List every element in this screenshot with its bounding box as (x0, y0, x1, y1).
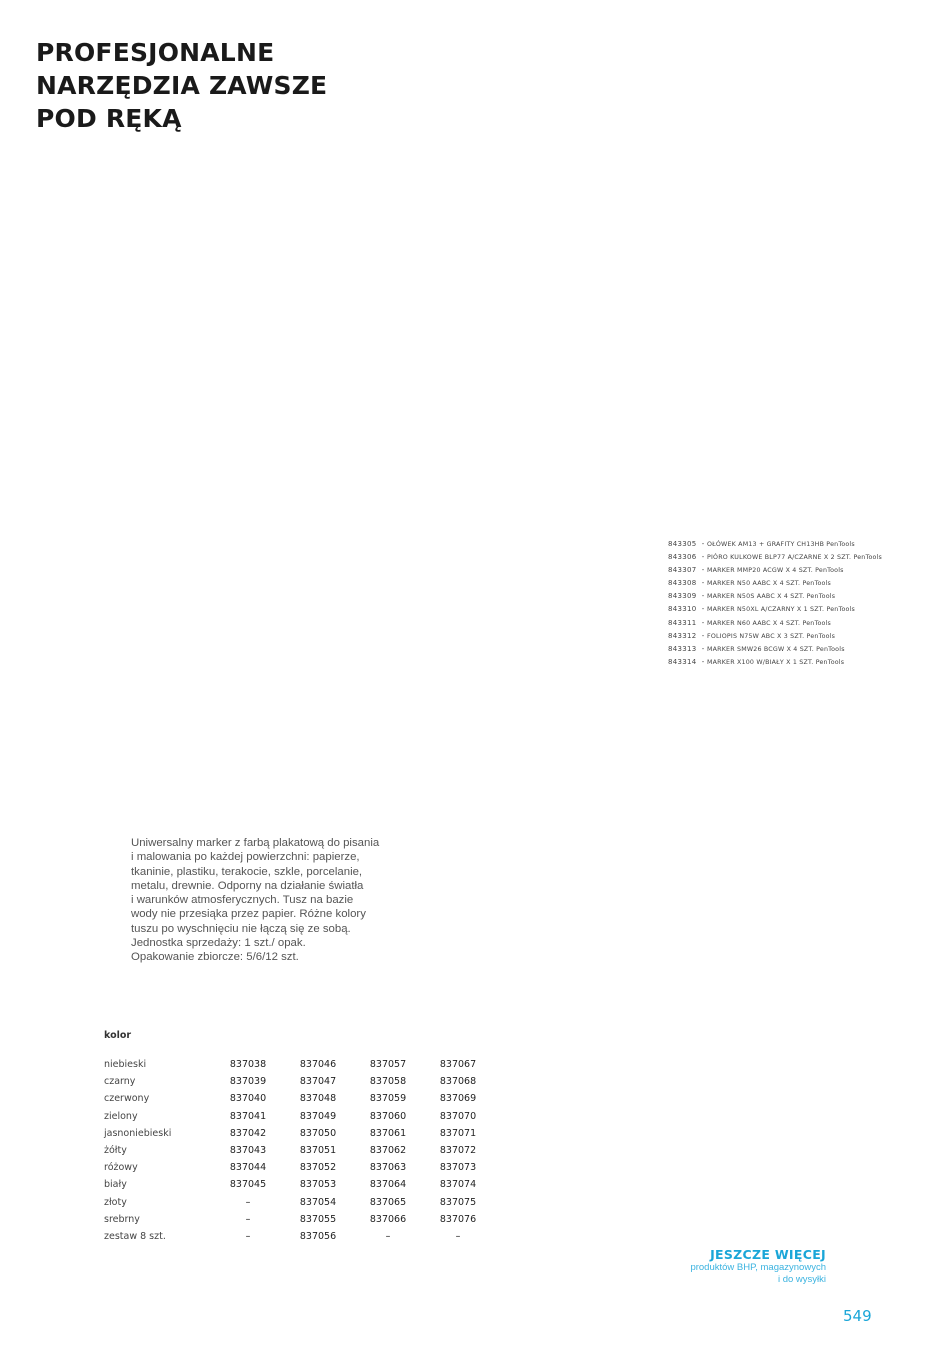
product-code: 837067 (439, 1059, 477, 1071)
product-code: 837048 (299, 1093, 337, 1105)
code-row (668, 603, 882, 616)
product-code: 837066 (369, 1213, 407, 1225)
code-separator: - (701, 618, 705, 627)
code-row (668, 617, 882, 630)
color-name: żółty (104, 1145, 127, 1157)
product-code: 837041 (229, 1110, 267, 1122)
product-code: 837059 (369, 1093, 407, 1105)
code-description: FOLIOPIS N75W ABC X 3 SZT. PenTools (707, 632, 836, 640)
code-separator: - (701, 592, 705, 601)
table-row (104, 1108, 493, 1125)
product-code: 837049 (299, 1110, 337, 1122)
color-name: zielony (104, 1110, 138, 1122)
product-code: 837051 (299, 1145, 337, 1157)
code-number: 843308 (668, 579, 697, 588)
code-number: 843309 (668, 592, 697, 601)
table-header-color: kolor (104, 1030, 132, 1041)
color-code-table (104, 1056, 493, 1245)
code-number: 843311 (668, 618, 697, 627)
product-code: – (245, 1213, 251, 1225)
product-code: – (385, 1230, 391, 1242)
color-name: biały (104, 1179, 127, 1191)
product-code: 837061 (369, 1127, 407, 1139)
code-description: MARKER N50S AABC X 4 SZT. PenTools (707, 593, 836, 601)
product-code: 837038 (229, 1059, 267, 1071)
color-name: niebieski (104, 1059, 147, 1071)
table-row (104, 1228, 493, 1245)
product-code: 837075 (439, 1196, 477, 1208)
description-line: wody nie przesiąka przez papier. Różne kolory (131, 908, 366, 921)
product-code: 837062 (369, 1145, 407, 1157)
product-code: 837050 (299, 1127, 337, 1139)
code-row (668, 590, 882, 603)
promo-subtitle-line: i do wysyłki (777, 1273, 826, 1285)
code-number: 843307 (668, 566, 697, 575)
table-row (104, 1176, 493, 1193)
code-description: PIÓRO KULKOWE BLP77 A/CZARNE X 2 SZT. PenTools (707, 554, 883, 562)
product-code: – (245, 1196, 251, 1208)
product-code: 837039 (229, 1076, 267, 1088)
product-code: 837063 (369, 1162, 407, 1174)
product-code: 837053 (299, 1179, 337, 1191)
table-row (104, 1073, 493, 1090)
code-row (668, 577, 882, 590)
code-separator: - (701, 631, 705, 640)
page-number: 549 (843, 1307, 872, 1325)
product-code: 837074 (439, 1179, 477, 1191)
promo-title: JESZCZE WIĘCEJ (710, 1247, 826, 1262)
product-code: 837055 (299, 1213, 337, 1225)
description-line: i malowania po każdej powierzchni: papierze, (131, 851, 360, 864)
product-code: 837069 (439, 1093, 477, 1105)
product-code: 837076 (439, 1213, 477, 1225)
code-description: MARKER N60 AABC X 4 SZT. PenTools (707, 619, 832, 627)
code-description: OŁÓWEK AM13 + GRAFITY CH13HB PenTools (707, 541, 855, 548)
product-code: 837070 (439, 1110, 477, 1122)
code-number: 843313 (668, 644, 697, 653)
description-line: i warunków atmosferycznych. Tusz na bazie (131, 894, 354, 907)
code-description: MARKER X100 W/BIAŁY X 1 SZT. PenTools (707, 658, 845, 666)
table-row (104, 1142, 493, 1159)
color-name: różowy (104, 1162, 138, 1174)
code-separator: - (701, 644, 705, 653)
promo-more-products[interactable] (690, 1247, 826, 1285)
product-code: 837056 (299, 1230, 337, 1242)
product-code: 837046 (299, 1059, 337, 1071)
color-name: złoty (104, 1196, 127, 1208)
color-name: srebrny (104, 1213, 140, 1225)
product-code: 837040 (229, 1093, 267, 1105)
description-line: Jednostka sprzedaży: 1 szt./ opak. (131, 937, 306, 950)
code-row (668, 656, 882, 669)
table-row (104, 1194, 493, 1211)
code-number: 843312 (668, 631, 697, 640)
product-code: 837058 (369, 1076, 407, 1088)
title-line-3: POD RĘKĄ (36, 104, 182, 133)
code-description: MARKER N50XL A/CZARNY X 1 SZT. PenTools (707, 606, 856, 614)
description-line: Opakowanie zbiorcze: 5/6/12 szt. (131, 951, 299, 964)
title-line-2: NARZĘDZIA ZAWSZE (36, 71, 328, 100)
table-row (104, 1211, 493, 1228)
product-code: – (455, 1230, 461, 1242)
product-code: 837057 (369, 1059, 407, 1071)
code-description: MARKER MMP20 ACGW X 4 SZT. PenTools (707, 567, 844, 575)
code-row (668, 630, 882, 643)
code-separator: - (701, 566, 705, 575)
code-separator: - (701, 657, 705, 666)
product-code: 837068 (439, 1076, 477, 1088)
code-row (668, 643, 882, 656)
table-row (104, 1125, 493, 1142)
table-row (104, 1056, 493, 1073)
product-code-list (668, 538, 882, 669)
code-separator: - (701, 579, 705, 588)
code-number: 843314 (668, 657, 697, 666)
code-number: 843306 (668, 553, 697, 562)
code-separator: - (701, 553, 705, 562)
product-code: – (245, 1230, 251, 1242)
description-line: tuszu po wyschnięciu nie łączą się ze sobą. (131, 922, 351, 935)
color-name: jasnoniebieski (104, 1127, 172, 1139)
product-code: 837073 (439, 1162, 477, 1174)
code-number: 843310 (668, 605, 697, 614)
product-code: 837065 (369, 1196, 407, 1208)
title-line-1: PROFESJONALNE (36, 38, 275, 67)
code-description: MARKER SMW26 BCGW X 4 SZT. PenTools (707, 645, 845, 653)
table-row (104, 1159, 493, 1176)
product-code: 837045 (229, 1179, 267, 1191)
description-line: metalu, drewnie. Odporny na działanie światła (131, 879, 364, 892)
code-description: MARKER N50 AABC X 4 SZT. PenTools (707, 580, 832, 588)
code-row (668, 551, 882, 564)
code-separator: - (701, 540, 705, 548)
product-description (131, 836, 381, 965)
color-name: czarny (104, 1076, 136, 1088)
promo-subtitle-line: produktów BHP, magazynowych (690, 1262, 826, 1273)
code-separator: - (701, 605, 705, 614)
product-code: 837047 (299, 1076, 337, 1088)
color-name: zestaw 8 szt. (104, 1230, 166, 1242)
product-code: 837060 (369, 1110, 407, 1122)
product-code: 837043 (229, 1145, 267, 1157)
product-code: 837064 (369, 1179, 407, 1191)
table-row (104, 1090, 493, 1107)
code-number: 843305 (668, 540, 697, 548)
code-row (668, 564, 882, 577)
product-code: 837072 (439, 1145, 477, 1157)
code-row (668, 538, 882, 551)
page-title (36, 36, 327, 135)
description-line: Uniwersalny marker z farbą plakatową do pisania (131, 837, 380, 849)
product-code: 837042 (229, 1127, 267, 1139)
product-code: 837054 (299, 1196, 337, 1208)
product-code: 837052 (299, 1162, 337, 1174)
product-code: 837071 (439, 1127, 477, 1139)
description-line: tkaninie, plastiku, terakocie, szkle, porcelanie, (131, 865, 363, 878)
color-name: czerwony (104, 1093, 150, 1105)
product-code: 837044 (229, 1162, 267, 1174)
